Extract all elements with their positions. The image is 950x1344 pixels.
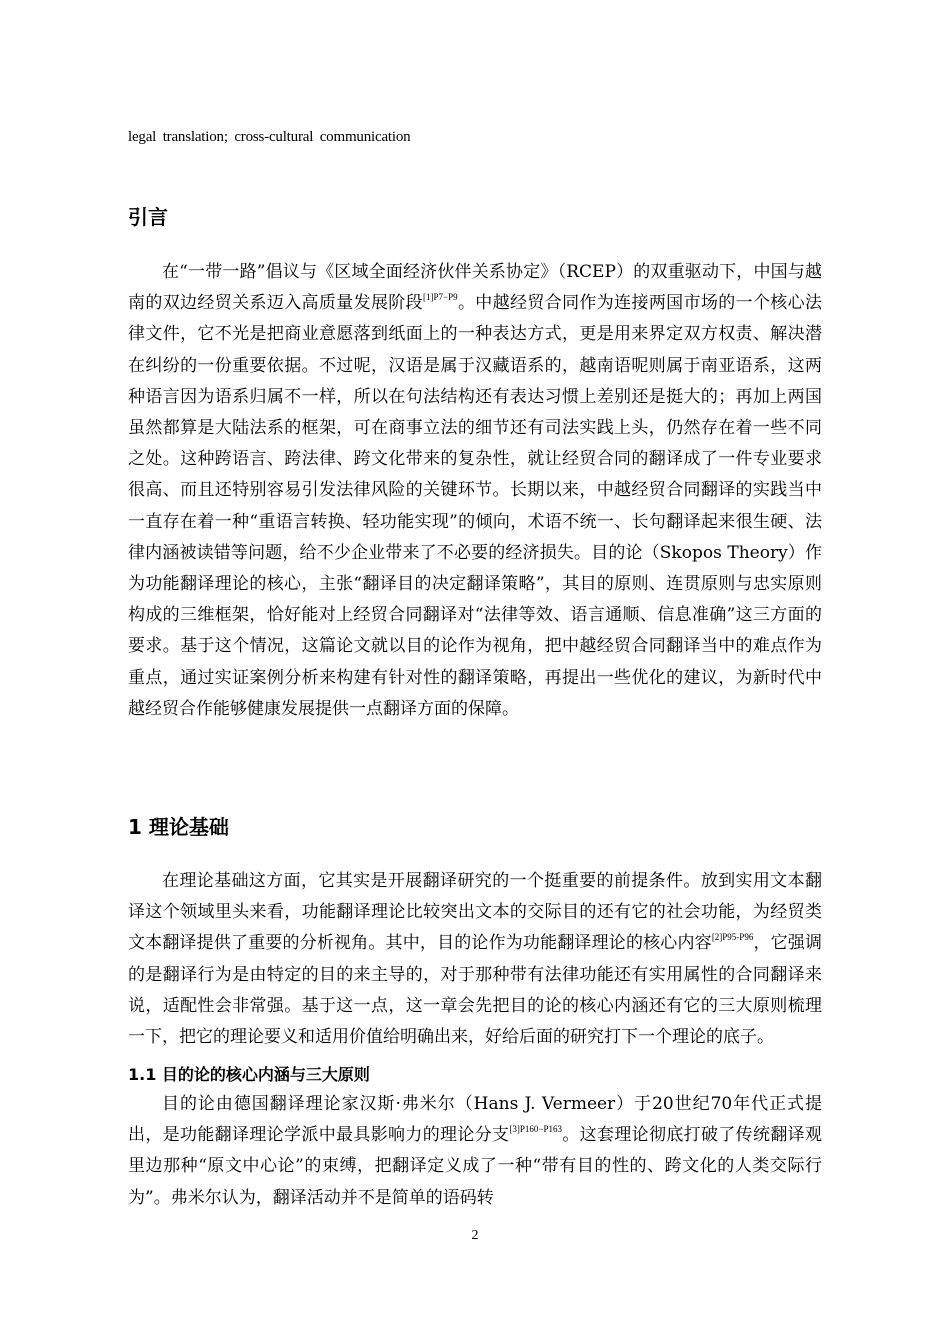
- page-number: 2: [471, 1228, 479, 1243]
- intro-text-a: 在“一带一路”倡议与《区域全面经济伙伴关系协定》（RCEP）的双重驱动下，中国与越南的双边经贸关系迈入高质量发展阶段: [128, 262, 822, 314]
- citation-ref-3: [3]P160−P163: [509, 1124, 562, 1135]
- section-1-text-b: ，它强调的是翻译行为是由特定的目的来主导的，对于那种带有法律功能还有实用属性的合同翻译来说，适配性会非常强。基于这一点，这一章会先把目的论的核心内涵还有它的三大原则梳理一下，把它的理论要义和适用价值给明确出来，好给后面的研究打下一个理论的底子。: [128, 933, 823, 1048]
- section-1-paragraph: [128, 866, 822, 1053]
- citation-ref-1: [1]P7−P9: [423, 292, 458, 303]
- section-1-1-text-b: 。这套理论彻底打破了传统翻译观里边那种“原文中心论”的束缚，把翻译定义成了一种“带有目的性的、跨文化的人类交际行为”。弗米尔认为，翻译活动并不是简单的语码转: [128, 1125, 823, 1208]
- keywords-line: legal translation; cross-cultural communication: [128, 129, 411, 145]
- section-1-1-text-a: 目的论由德国翻译理论家汉斯·弗米尔（Hans J. Vermeer）于20世纪70年代正式提出，是功能翻译理论学派中最具影响力的理论分支: [128, 1094, 822, 1146]
- intro-heading: 引言: [128, 205, 168, 229]
- citation-ref-2: [2]P95-P96: [711, 932, 754, 943]
- section-1-1-heading: 1.1 目的论的核心内涵与三大原则: [128, 1065, 370, 1084]
- intro-paragraph: [128, 257, 822, 725]
- intro-text-b: 。中越经贸合同作为连接两国市场的一个核心法律文件，它不光是把商业意愿落到纸面上的一种表达方式，更是用来界定双方权责、解决潜在纠纷的一份重要依据。不过呢，汉语是属于汉藏语系的，越南语呢则属于南亚语系，这两种语言因为语系归属不一样，所以在句法结构还有表达习惯上差别还是挺大的；再加上两国虽然都算是大陆法系的框架，可在商事立法的细节还有司法实践上头，仍然存在着一些不同之处。这种跨语言、跨法律、跨文化带来的复杂性，就让经贸合同的翻译成了一件专业要求很高、而且还特别容易引发法律风险的关键环节。长期以来，中越经贸合同翻译的实践当中一直存在着一种“重语言转换、轻功能实现”的倾向，术语不统一、长句翻译起来很生硬、法律内涵被读错等问题，给不少企业带来了不必要的经济损失。目的论（Skopos Theory）作为功能翻译理论的核心，主张“翻译目的决定翻译策略”，其目的原则、连贯原则与忠实原则构成的三维框架，恰好能对上经贸合同翻译对“法律等效、语言通顺、信息准确”这三方面的要求。基于这个情况，这篇论文就以目的论作为视角，把中越经贸合同翻译当中的难点作为重点，通过实证案例分析来构建有针对性的翻译策略，再提出一些优化的建议，为新时代中越经贸合作能够健康发展提供一点翻译方面的保障。: [128, 293, 823, 719]
- section-1-text-a: 在理论基础这方面，它其实是开展翻译研究的一个挺重要的前提条件。放到实用文本翻译这个领域里头来看，功能翻译理论比较突出文本的交际目的还有它的社会功能，为经贸类文本翻译提供了重要的分析视角。其中，目的论作为功能翻译理论的核心内容: [128, 871, 822, 954]
- section-1-1-paragraph: [128, 1089, 822, 1214]
- section-1-heading: 1 理论基础: [128, 815, 229, 839]
